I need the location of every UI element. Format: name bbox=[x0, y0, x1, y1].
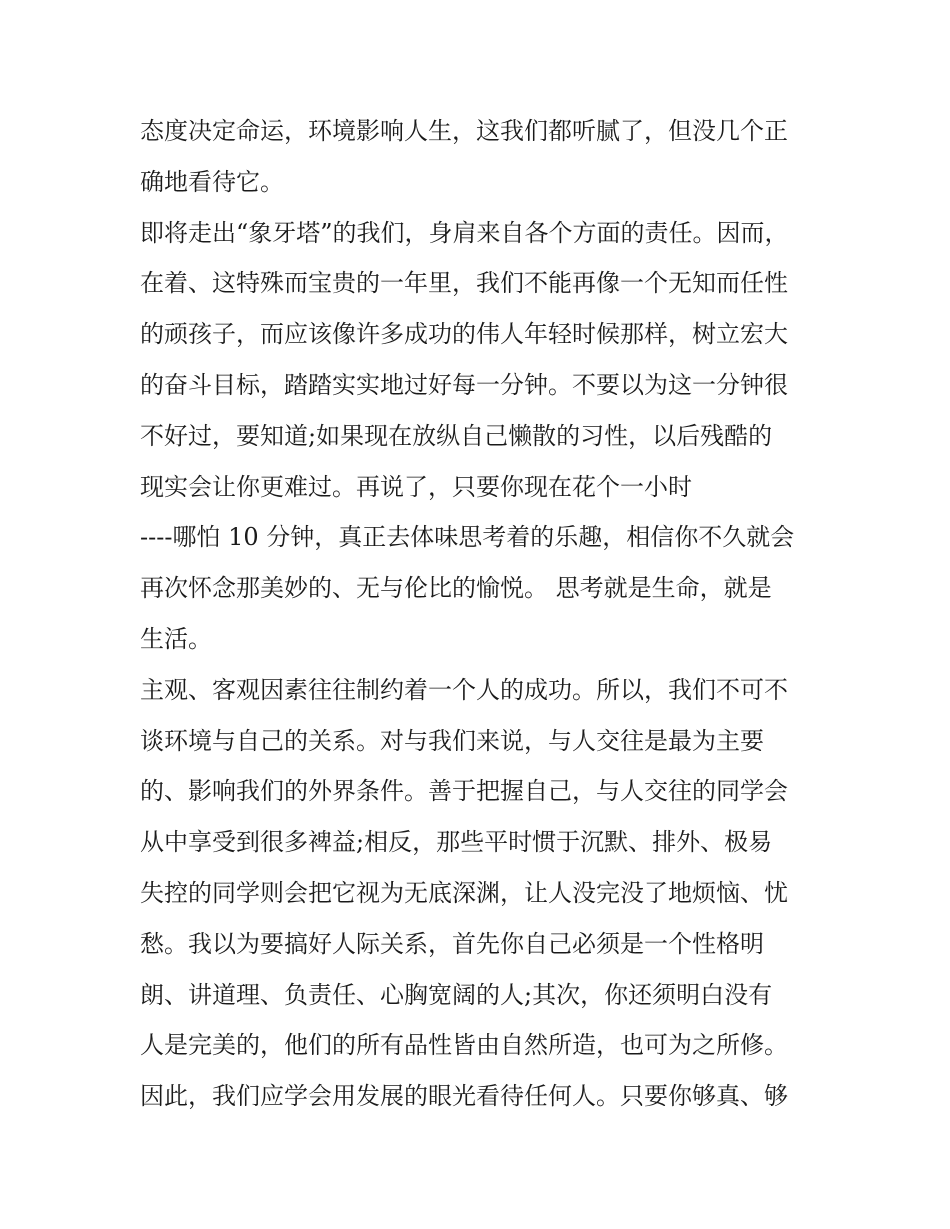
text-line: 不好过，要知道;如果现在放纵自己懒散的习性，以后残酷的 bbox=[140, 421, 773, 450]
text-line: 愁。我以为要搞好人际关系，首先你自己必须是一个性格明 bbox=[140, 929, 764, 958]
text-line: 现实会让你更难过。再说了，只要你现在花个一小时 bbox=[140, 472, 692, 501]
text-line: 朗、讲道理、负责任、心胸宽阔的人;其次，你还须明白没有 bbox=[140, 980, 773, 1009]
text-line: 即将走出“象牙塔”的我们，身肩来自各个方面的责任。因而， bbox=[140, 218, 789, 247]
text-line: 确地看待它。 bbox=[140, 167, 284, 196]
text-line: 生活。 bbox=[140, 624, 212, 653]
text-line: ----哪怕 10 分钟，真正去体味思考着的乐趣，相信你不久就会 bbox=[140, 523, 795, 552]
text-line: 的顽孩子，而应该像许多成功的伟人年轻时候那样，树立宏大 bbox=[140, 320, 788, 349]
body-text bbox=[140, 106, 820, 1122]
text-line: 人是完美的，他们的所有品性皆由自然所造，也可为之所修。 bbox=[140, 1031, 788, 1060]
text-line: 态度决定命运，环境影响人生，这我们都听腻了，但没几个正 bbox=[140, 117, 788, 145]
text-line: 在着、这特殊而宝贵的一年里，我们不能再像一个无知而任性 bbox=[140, 269, 788, 298]
text-line: 谈环境与自己的关系。对与我们来说，与人交往是最为主要 bbox=[140, 726, 764, 755]
text-line: 主观、客观因素往往制约着一个人的成功。所以，我们不可不 bbox=[140, 675, 788, 704]
text-line: 的、影响我们的外界条件。善于把握自己，与人交往的同学会 bbox=[140, 777, 788, 806]
text-line: 再次怀念那美妙的、无与伦比的愉悦。 思考就是生命，就是 bbox=[140, 574, 772, 603]
text-line: 失控的同学则会把它视为无底深渊，让人没完没了地烦恼、忧 bbox=[140, 878, 788, 907]
text-line: 从中享受到很多裨益;相反，那些平时惯于沉默、排外、极易 bbox=[140, 828, 773, 857]
text-line: 因此，我们应学会用发展的眼光看待任何人。只要你够真、够 bbox=[140, 1082, 788, 1111]
text-line: 的奋斗目标，踏踏实实地过好每一分钟。不要以为这一分钟很 bbox=[140, 370, 788, 399]
